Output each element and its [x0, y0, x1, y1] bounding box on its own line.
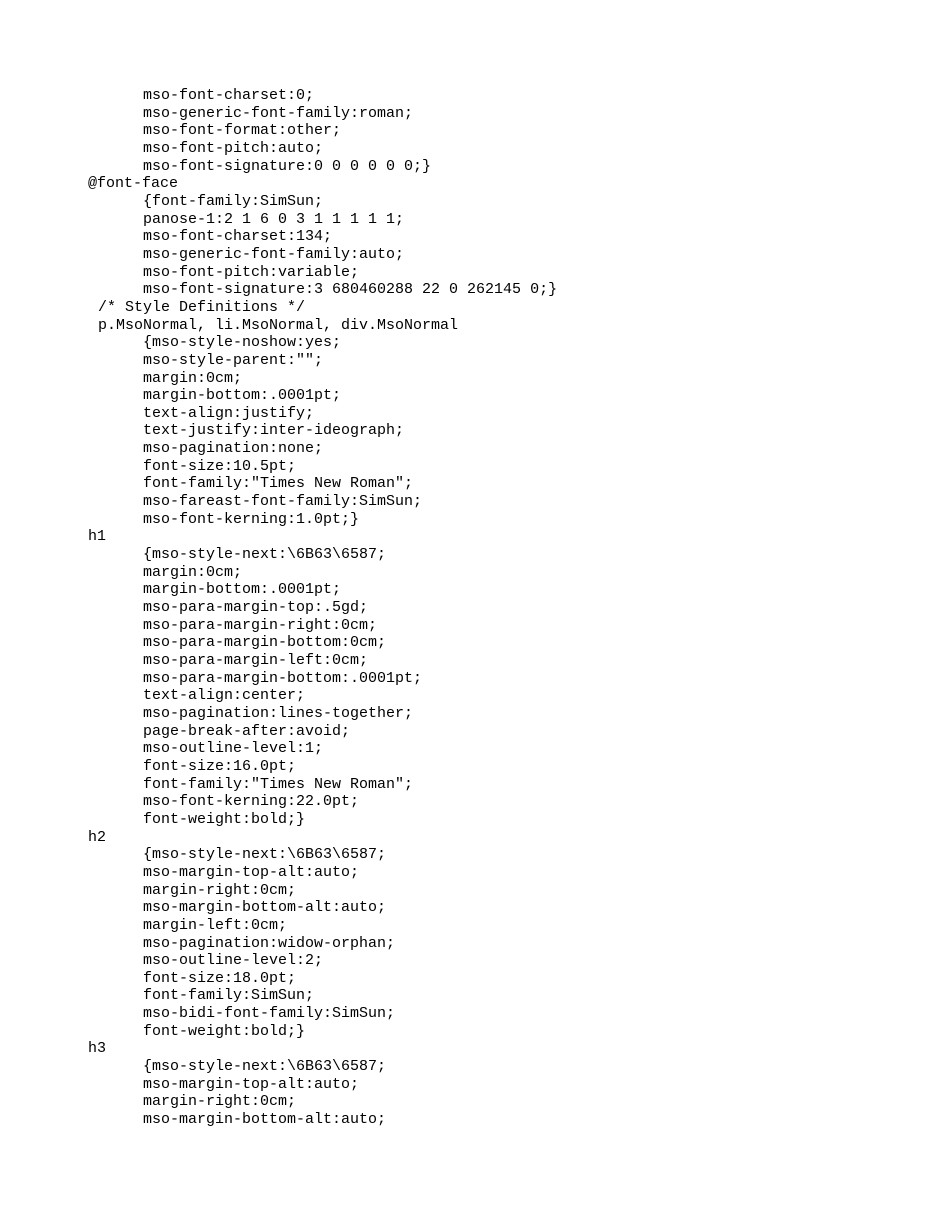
code-line: font-size:18.0pt; — [143, 969, 297, 987]
code-line: margin-left:0cm; — [143, 916, 288, 934]
code-line: margin-right:0cm; — [143, 1093, 297, 1111]
code-line: mso-margin-top-alt:auto; — [143, 1075, 360, 1093]
code-line: mso-pagination:none; — [143, 440, 324, 458]
code-line: font-family:"Times New Roman"; — [143, 775, 414, 793]
code-line: margin:0cm; — [143, 563, 243, 581]
code-line: mso-style-parent:""; — [143, 351, 324, 369]
code-line: mso-font-signature:3 680460288 22 0 262145 0;} — [143, 281, 558, 299]
code-line: h1 — [88, 528, 107, 546]
code-line: {font-family:SimSun; — [143, 192, 324, 210]
code-line: {mso-style-next:\6B63\6587; — [143, 1058, 387, 1076]
code-line: mso-para-margin-bottom:.0001pt; — [143, 669, 423, 687]
code-line: mso-margin-bottom-alt:auto; — [143, 899, 387, 917]
code-line: mso-outline-level:2; — [143, 952, 324, 970]
code-line: mso-para-margin-bottom:0cm; — [143, 634, 387, 652]
code-line: mso-para-margin-left:0cm; — [143, 652, 369, 669]
code-line: mso-margin-top-alt:auto; — [143, 863, 360, 881]
code-line: mso-font-kerning:1.0pt;} — [143, 510, 360, 528]
code-line: mso-fareast-font-family:SimSun; — [143, 493, 423, 511]
css-code-listing — [88, 87, 557, 1129]
code-line: {mso-style-next:\6B63\6587; — [143, 546, 387, 564]
code-line: @font-face — [88, 175, 179, 193]
code-line: mso-para-margin-right:0cm; — [143, 616, 378, 634]
code-line: font-size:16.0pt; — [143, 757, 297, 775]
code-line: margin-bottom:.0001pt; — [143, 581, 342, 599]
code-line: page-break-after:avoid; — [143, 722, 351, 740]
code-line: panose-1:2 1 6 0 3 1 1 1 1 1; — [143, 210, 405, 228]
code-line: margin:0cm; — [143, 369, 243, 387]
code-line: margin-right:0cm; — [143, 881, 297, 899]
code-line: {mso-style-noshow:yes; — [143, 334, 342, 352]
code-line: mso-outline-level:1; — [143, 740, 324, 758]
code-line: mso-generic-font-family:auto; — [143, 245, 405, 263]
code-line: text-align:center; — [143, 687, 306, 705]
code-line: /* Style Definitions */ — [98, 298, 306, 316]
code-line: font-family:SimSun; — [143, 987, 315, 1005]
code-line: font-family:"Times New Roman"; — [143, 475, 414, 493]
code-line: mso-generic-font-family:roman; — [143, 104, 414, 122]
code-line: mso-bidi-font-family:SimSun; — [143, 1005, 396, 1023]
code-line: mso-font-format:other; — [143, 122, 342, 140]
code-line: margin-bottom:.0001pt; — [143, 387, 342, 405]
code-line: mso-para-margin-top:.5gd; — [143, 599, 369, 617]
code-line: {mso-style-next:\6B63\6587; — [143, 846, 387, 864]
code-line: mso-font-signature:0 0 0 0 0 0;} — [143, 157, 432, 175]
code-line: mso-pagination:widow-orphan; — [143, 934, 396, 952]
code-line: font-size:10.5pt; — [143, 457, 297, 475]
code-line: text-align:justify; — [143, 404, 315, 422]
code-line: mso-font-charset:134; — [143, 228, 333, 246]
code-line: mso-font-charset:0; — [143, 87, 315, 104]
code-line: p.MsoNormal, li.MsoNormal, div.MsoNormal — [98, 316, 459, 334]
code-line: mso-pagination:lines-together; — [143, 704, 414, 722]
code-line: h3 — [88, 1040, 107, 1058]
code-line: mso-margin-bottom-alt:auto; — [143, 1111, 387, 1129]
code-line: font-weight:bold;} — [143, 810, 306, 828]
code-line: font-weight:bold;} — [143, 1022, 306, 1040]
code-line: mso-font-kerning:22.0pt; — [143, 793, 360, 811]
code-line: mso-font-pitch:auto; — [143, 139, 324, 157]
code-line: text-justify:inter-ideograph; — [143, 422, 405, 440]
code-line: h2 — [88, 828, 107, 846]
code-line: mso-font-pitch:variable; — [143, 263, 360, 281]
